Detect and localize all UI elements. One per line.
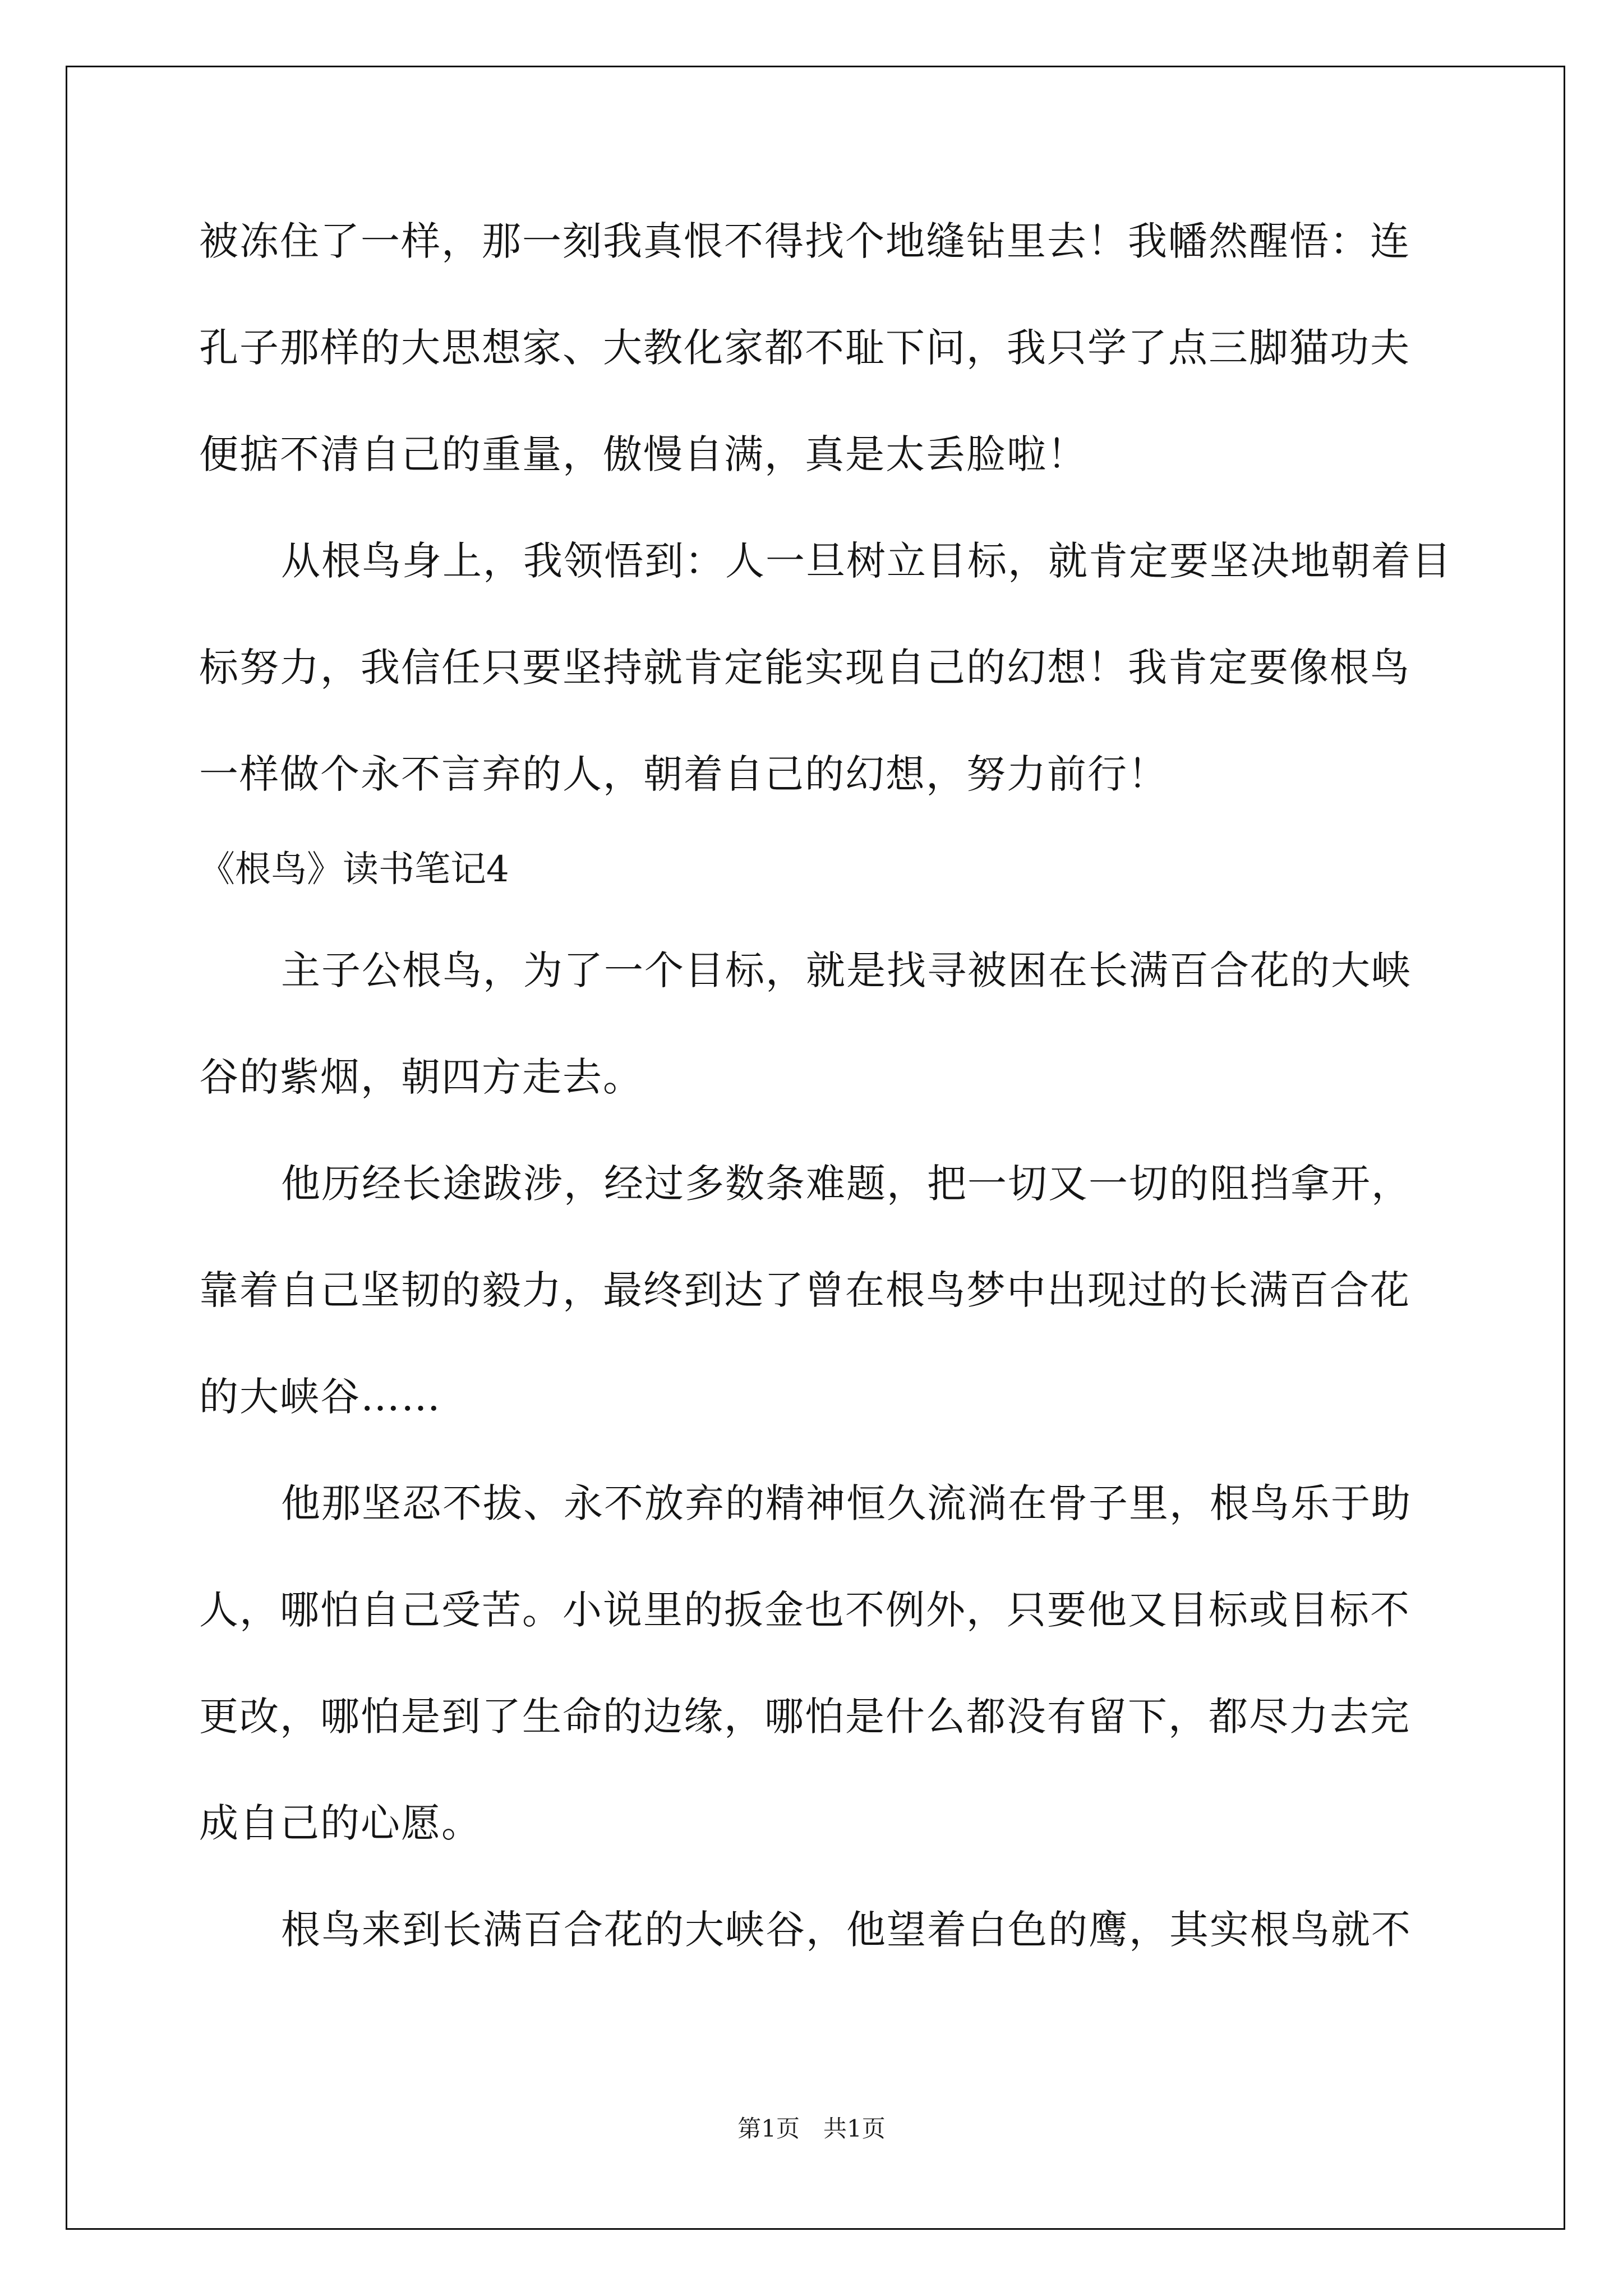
paragraph-start-line: 从根鸟身上，我领悟到：人一旦树立目标，就肯定要坚决地朝着目 bbox=[281, 538, 1452, 584]
section-heading: 《根鸟》读书笔记4 bbox=[199, 849, 509, 890]
body-line: 人，哪怕自己受苦。小说里的扳金也不例外，只要他又目标或目标不 bbox=[199, 1587, 1410, 1633]
body-line: 更改，哪怕是到了生命的边缘，哪怕是什么都没有留下，都尽力去完 bbox=[199, 1694, 1410, 1740]
paragraph-start-line: 根鸟来到长满百合花的大峡谷，他望着白色的鹰，其实根鸟就不 bbox=[281, 1907, 1412, 1953]
body-line: 标努力，我信任只要坚持就肯定能实现自己的幻想！我肯定要像根鸟 bbox=[199, 645, 1410, 691]
body-line: 的大峡谷…… bbox=[199, 1374, 441, 1420]
body-line: 便掂不清自己的重量，傲慢自满，真是太丢脸啦！ bbox=[199, 431, 1087, 477]
body-line: 谷的紫烟，朝四方走去。 bbox=[199, 1054, 643, 1100]
page-number-footer: 第1页 共1页 bbox=[737, 2115, 886, 2142]
body-line: 被冻住了一样，那一刻我真恨不得找个地缝钻里去！我幡然醒悟：连 bbox=[199, 218, 1410, 264]
body-line: 靠着自己坚韧的毅力，最终到达了曾在根鸟梦中出现过的长满百合花 bbox=[199, 1267, 1410, 1313]
paragraph-start-line: 他历经长途跋涉，经过多数条难题，把一切又一切的阻挡拿开， bbox=[281, 1161, 1412, 1207]
paragraph-start-line: 他那坚忍不拔、永不放弃的精神恒久流淌在骨子里，根鸟乐于助 bbox=[281, 1480, 1412, 1526]
body-line: 孔子那样的大思想家、大教化家都不耻下问，我只学了点三脚猫功夫 bbox=[199, 325, 1410, 371]
body-line: 成自己的心愿。 bbox=[199, 1800, 482, 1846]
paragraph-start-line: 主子公根鸟，为了一个目标，就是找寻被困在长满百合花的大峡 bbox=[281, 947, 1412, 993]
body-line: 一样做个永不言弃的人，朝着自己的幻想，努力前行！ bbox=[199, 751, 1168, 797]
